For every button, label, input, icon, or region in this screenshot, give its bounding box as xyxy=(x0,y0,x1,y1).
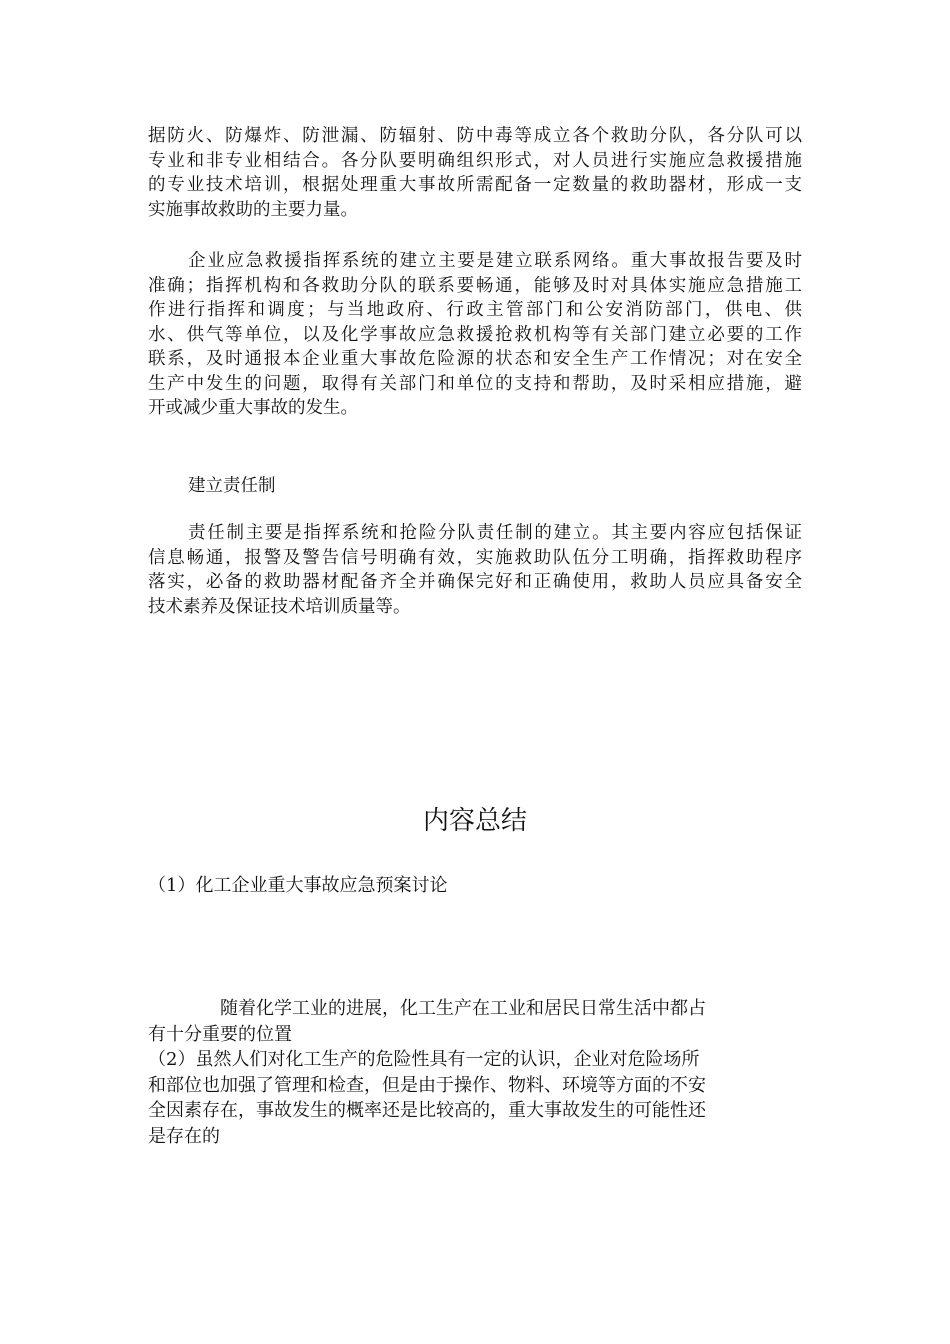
text-line: 专业和非专业相结合。各分队要明确组织形式，对人员进行实施应急救援措施 xyxy=(148,150,802,171)
text-line: 的专业技术培训，根据处理重大事故所需配备一定数量的救助器材，形成一支 xyxy=(148,175,802,195)
paragraph-rescue-teams xyxy=(148,124,802,222)
text-line: （2）虽然人们对化工生产的危险性具有一定的认识，企业对危险场所 xyxy=(148,1049,700,1070)
section-heading: 建立责任制 xyxy=(188,476,276,496)
text-line: 有十分重要的位置 xyxy=(148,1023,292,1045)
paragraph-command-system xyxy=(148,249,802,421)
summary-title: 内容总结 xyxy=(422,806,527,836)
text-line: 落实，必备的救助器材配备齐全并确保完好和正确使用，救助人员应具备安全 xyxy=(148,572,802,592)
summary-item-1: （1）化工企业重大事故应急预案讨论 xyxy=(148,875,448,896)
summary-body xyxy=(148,996,798,1149)
text-line: 责任制主要是指挥系统和抢险分队责任制的建立。其主要内容应包括保证 xyxy=(188,523,802,543)
paragraph-responsibility xyxy=(148,521,802,619)
text-line: 联系，及时通报本企业重大事故危险源的状态和安全生产工作情况；对在安全 xyxy=(148,349,802,369)
text-line: 是存在的 xyxy=(148,1125,220,1147)
text-line: 随着化学工业的进展，化工生产在工业和居民日常生活中都占 xyxy=(220,998,706,1019)
text-line: 企业应急救援指挥系统的建立主要是建立联系网络。重大事故报告要及时 xyxy=(188,251,802,271)
text-line: 开或减少重大事故的发生。 xyxy=(148,398,358,418)
text-line: 准确；指挥机构和各救助分队的联系要畅通，能够及时对具体实施应急措施工 xyxy=(148,275,802,296)
text-line: 水、供气等单位，以及化学事故应急救援抢救机构等有关部门建立必要的工作 xyxy=(148,324,802,345)
text-line: 实施事故救助的主要力量。 xyxy=(148,199,358,220)
text-line: 生产中发生的问题，取得有关部门和单位的支持和帮助，及时采相应措施，避 xyxy=(148,373,802,394)
text-line: 全因素存在，事故发生的概率还是比较高的，重大事故发生的可能性还 xyxy=(148,1100,706,1121)
text-line: 据防火、防爆炸、防泄漏、防辐射、防中毒等成立各个救助分队，各分队可以 xyxy=(148,126,802,146)
text-line: 信息畅通，报警及警告信号明确有效，实施救助队伍分工明确，指挥救助程序 xyxy=(148,547,802,568)
text-line: 作进行指挥和调度；与当地政府、行政主管部门和公安消防部门，供电、供 xyxy=(148,300,802,320)
text-line: 技术素养及保证技术培训质量等。 xyxy=(148,596,411,617)
text-line: 和部位也加强了管理和检查，但是由于操作、物料、环境等方面的不安 xyxy=(148,1074,706,1096)
